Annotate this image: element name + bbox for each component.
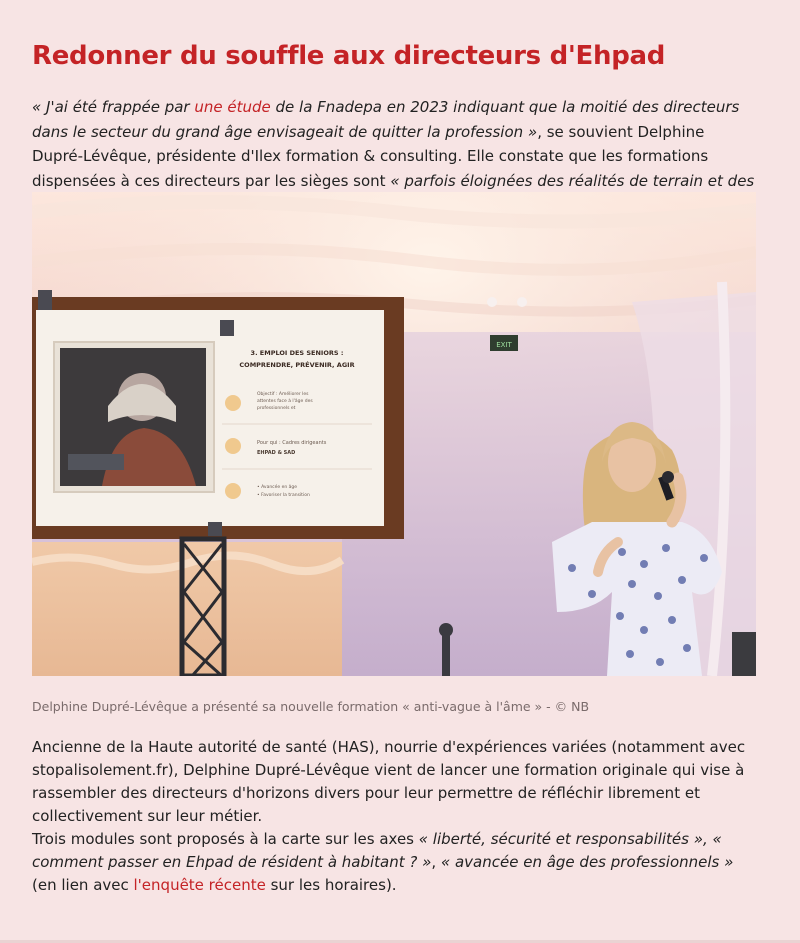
slide-line-1: Objectif : Améliorer les — [257, 392, 309, 397]
photo-caption: Delphine Dupré-Lévêque a présenté sa nouvelle formation « anti-vague à l'âme » - © NB — [32, 699, 590, 714]
paragraph-2: Trois modules sont proposés à la carte sur les axes « liberté, sécurité et responsabilités », « comment passer en Ehpad de résident à habitant ? », « avancée en âge des professionnels » (en lien avec l'enquête récente sur les horaires). — [32, 830, 734, 894]
slide-heading-2: COMPRENDRE, PRÉVENIR, AGIR — [239, 361, 355, 369]
article-title: Redonner du souffle aux directeurs d'Ehpad — [32, 41, 666, 71]
paragraph-1: Ancienne de la Haute autorité de santé (HAS), nourrie d'expériences variées (notamment avec stopalisolement.fr), Delphine Dupré-Lévêque vient de lancer une formation originale qui vise à rassembler des directeurs d'horizons divers pour leur permettre de réfléchir librement et collectivement sur leur métier. — [32, 738, 746, 825]
slide-line-6: • Avancée en âge — [257, 485, 298, 490]
photo-illustration — [32, 192, 756, 676]
slide-line-3: professionnels et — [257, 406, 296, 411]
article-body — [32, 736, 762, 897]
slide-line-7: • Favoriser la transition — [257, 493, 310, 498]
intro-quote-end: de la Fnadepa en 2023 indiquant que la moitié des directeurs dans le secteur du grand âge envisageait de quitter la profession » — [32, 98, 740, 141]
intro-quote-start: « J'ai été frappée par — [32, 98, 195, 116]
intro-text: , se souvient Delphine Dupré-Lévêque, présidente d'Ilex formation & consulting. Elle constate que les formations dispensées à ces directeurs par les sièges sont — [32, 122, 709, 190]
article-photo — [32, 192, 756, 676]
slide-line-5: EHPAD & SAD — [257, 450, 296, 456]
intro-quote2: « parfois éloignées des réalités de terrain et des — [390, 171, 755, 190]
slide-line-2: attentes face à l'âge des — [257, 399, 313, 404]
study-link[interactable]: une étude — [194, 98, 271, 116]
exit-sign: EXIT — [496, 341, 512, 349]
survey-link[interactable]: l'enquête récente — [133, 876, 266, 894]
slide-heading-1: 3. EMPLOI DES SENIORS : — [250, 349, 344, 357]
slide-line-4: Pour qui : Cadres dirigeants — [257, 440, 327, 446]
